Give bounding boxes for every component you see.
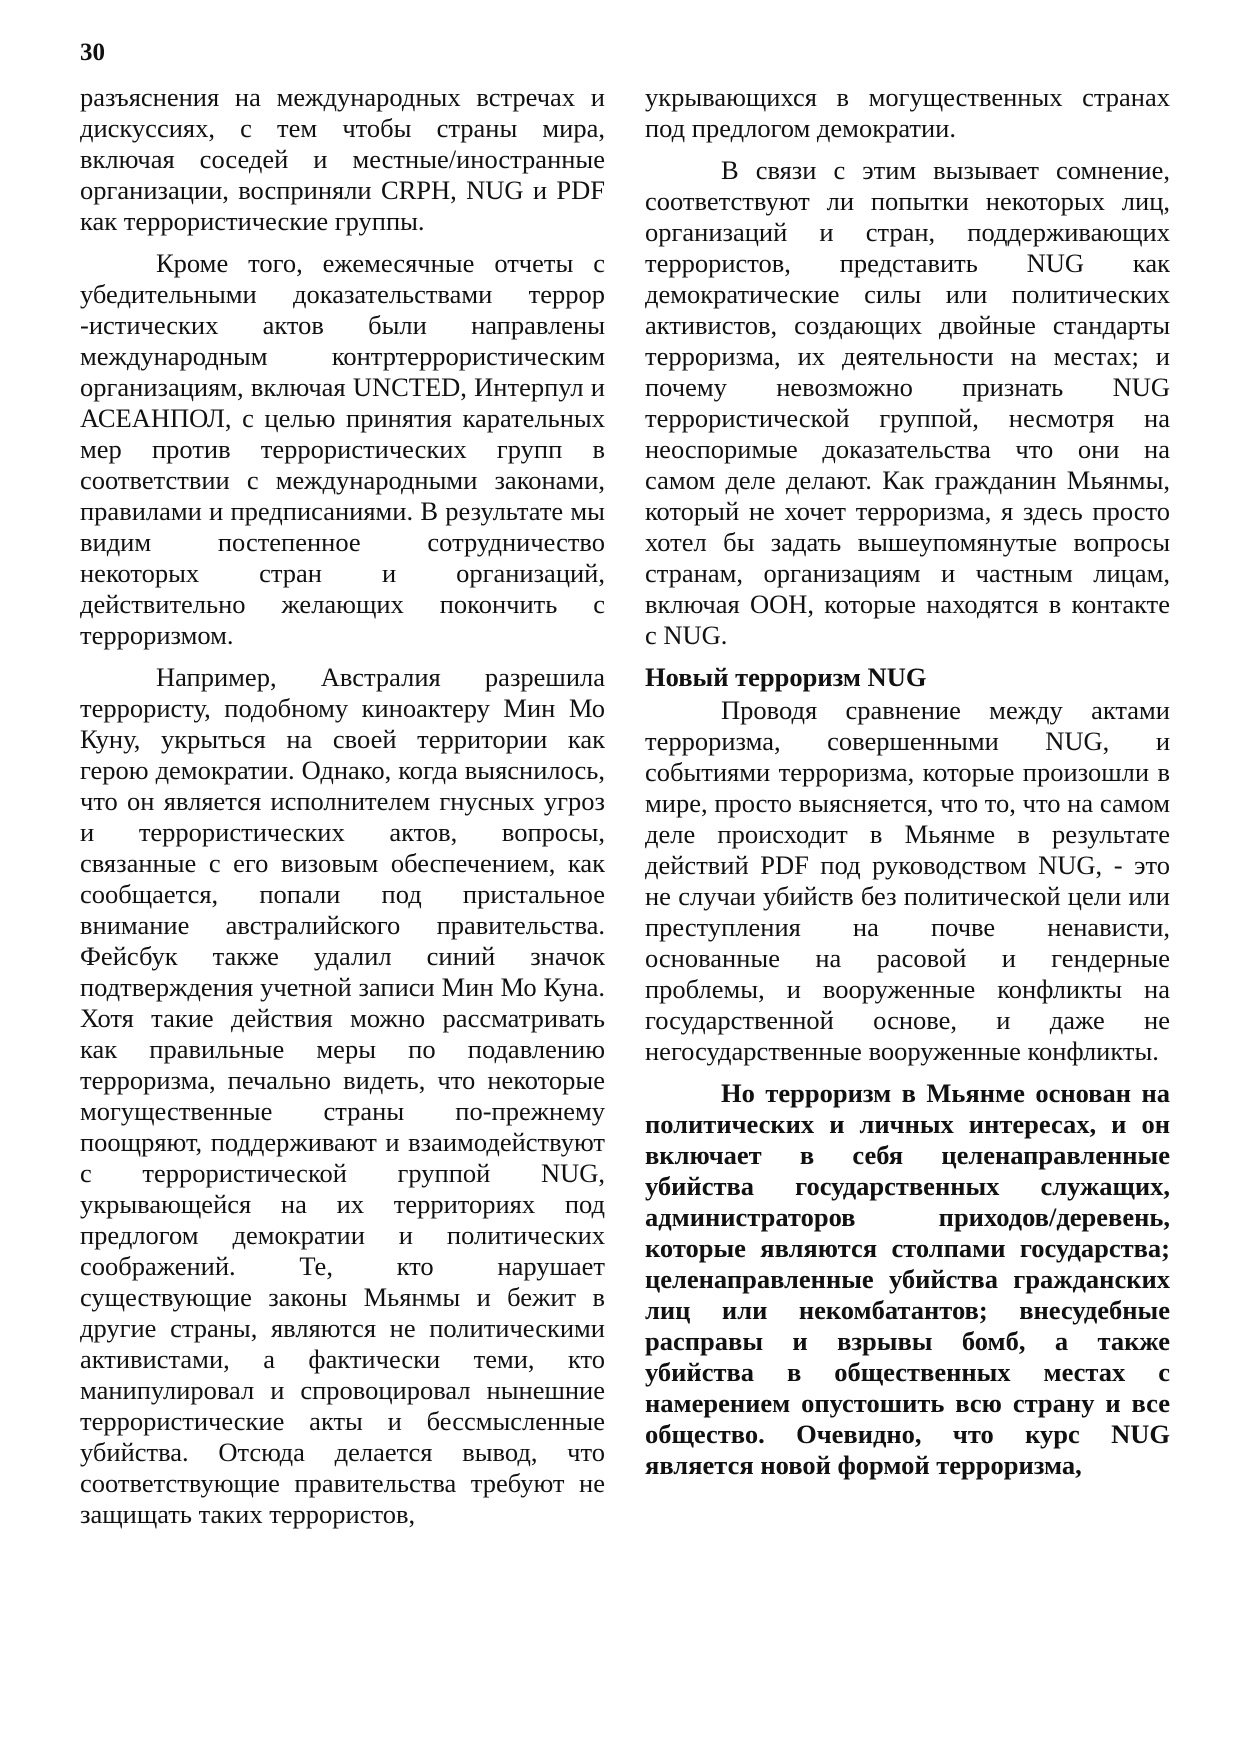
right-paragraph-2: В связи с этим вызывает сомнение, соответствуют ли попытки некоторых лиц, организаций и стран, поддерживающих террористов, представить NUG как демократические силы или политических активистов, создающих двойные стандарты терроризма, их деятельности на местах; и почему невозможно признать NUG террористической группой, несмотря на неоспоримые доказательства что они на самом деле делают. Как гражданин Мьянмы, который не хочет терроризма, я здесь просто хотел бы задать вышеупомянутые вопросы странам, организациям и частным лицам, включая ООН, которые находятся в контакте с NUG.: [645, 155, 1170, 650]
right-paragraph-4-bold: Но терроризм в Мьянме основан на политических и личных интересах, и он включает в себя целенаправленные убийства государственных служащих, администраторов приходов/деревень, которые являются столпами государства; целенаправленные убийства гражданских лиц или некомбатантов; внесудебные расправы и взрывы бомб, а также убийства в общественных местах с намерением опустошить всю страну и все общество. Очевидно, что курс NUG является новой формой терроризма,: [645, 1078, 1170, 1480]
left-paragraph-2: Кроме того, ежемесячные отчеты с убедительными доказательствами террор -истических актов были направлены международным контртеррористическим организациям, включая UNCTED, Интерпул и АСЕАНПОЛ, с целью принятия карательных мер против террористических групп в соответствии с международными законами, правилами и предписаниями. В результате мы видим постепенное сотрудничество некоторых стран и организаций, действительно желающих покончить с терроризмом.: [80, 248, 605, 650]
right-paragraph-1: укрывающихся в могущественных странах под предлогом демократии.: [645, 82, 1170, 143]
right-paragraph-3: Проводя сравнение между актами терроризма, совершенными NUG, и событиями терроризма, которые произошли в мире, просто выясняется, что то, что на самом деле происходит в Мьянме в результате действий PDF под руководством NUG, - это не случаи убийств без политической цели или преступления на почве ненависти, основанные на расовой и гендерные проблемы, и вооруженные конфликты на государственной основе, и даже не негосударственные вооруженные конфликты.: [645, 695, 1170, 1066]
left-paragraph-1: разъяснения на международных встречах и дискуссиях, с тем чтобы страны мира, включая соседей и местные/иностранные организации, восприняли CRPH, NUG и PDF как террористические группы.: [80, 82, 605, 236]
section-heading: Новый терроризм NUG: [645, 662, 927, 692]
right-column: [645, 82, 1170, 1492]
page-number: 30: [80, 39, 105, 66]
left-column: [80, 82, 605, 1541]
left-paragraph-3: Например, Австралия разрешила террористу, подобному киноактеру Мин Мо Куну, укрыться на своей территории как герою демократии. Однако, когда выяснилось, что он является исполнителем гнусных угроз и террористических актов, вопросы, связанные с его визовым обеспечением, как сообщается, попали под пристальное внимание австралийского правительства. Фейсбук также удалил синий значок подтверждения учетной записи Мин Мо Куна. Хотя такие действия можно рассматривать как правильные меры по подавлению терроризма, печально видеть, что некоторые могущественные страны по-прежнему поощряют, поддерживают и взаимодействуют с террористической группой NUG, укрывающейся на их территориях под предлогом демократии и политических соображений. Те, кто нарушает существующие законы Мьянмы и бежит в другие страны, являются не политическими активистами, а фактически теми, кто манипулировал и спровоцировал нынешние террористические акты и бессмысленные убийства. Отсюда делается вывод, что соответствующие правительства требуют не защищать таких террористов,: [80, 662, 605, 1529]
